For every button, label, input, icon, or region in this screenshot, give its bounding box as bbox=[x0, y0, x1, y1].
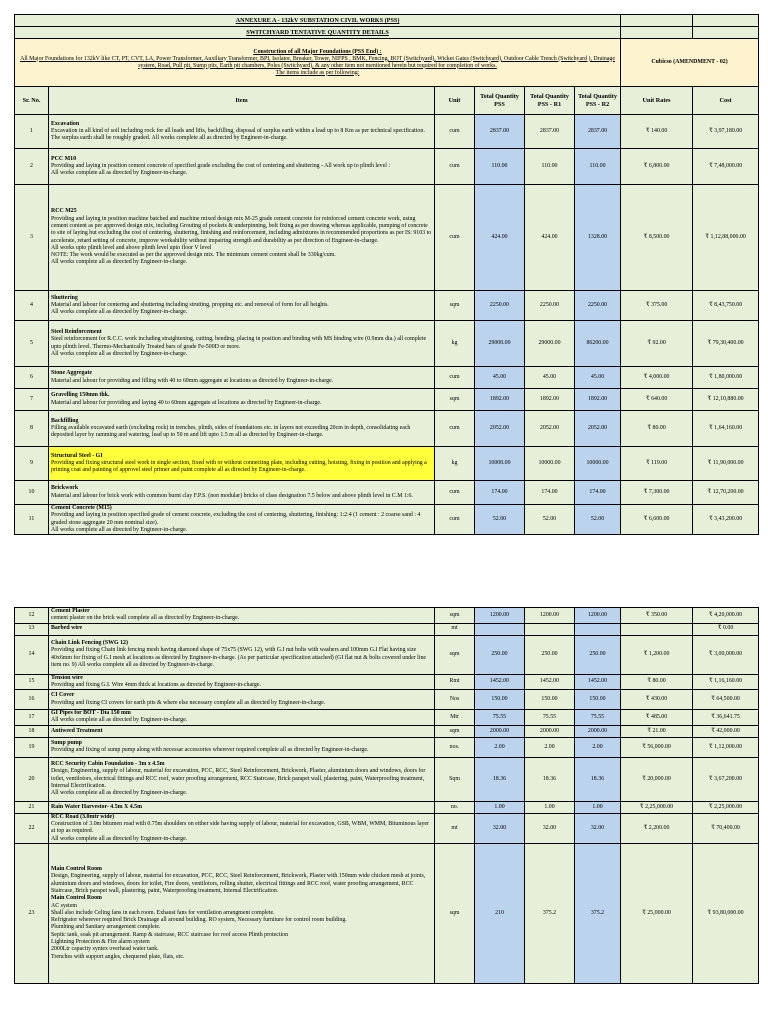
qty-pss: 32.00 bbox=[475, 813, 525, 843]
unit-rate: ₹ 92.00 bbox=[621, 321, 693, 367]
item-title: Antiweed Treatment bbox=[51, 727, 103, 734]
qty-pss: 1.00 bbox=[475, 801, 525, 813]
unit-cell: nos. bbox=[435, 737, 475, 757]
unit-cell: cum bbox=[435, 149, 475, 185]
scope-block bbox=[15, 39, 621, 87]
item-cell bbox=[49, 447, 435, 481]
item-description: Design, Engineering, supply of labour, material for excavation, PCC, RCC, Steel Reinforcement, Brickwork, Plaster with 150mm wide chicken mesh at joints, aluminium doors and windows, doors for toilet, Fire doors, ventilotors, rolling shutter, electrical fittings and RCC roof, water proofing arrangement, RCC Staircase, Brick parapet wall, plastering, paint, Waterproofing treatment, Internal Electrification. bbox=[51, 873, 426, 894]
item-title: Barbed wire bbox=[51, 625, 83, 632]
qty-pss-r2: 174.00 bbox=[575, 481, 621, 505]
unit-rate: ₹ 375.00 bbox=[621, 291, 693, 321]
qty-pss-r1: 52.00 bbox=[525, 505, 575, 535]
unit-cell: kg bbox=[435, 447, 475, 481]
cost-cell: ₹ 2,25,000.00 bbox=[693, 801, 759, 813]
qty-pss-r2: 2837.00 bbox=[575, 115, 621, 149]
unit-cell: no. bbox=[435, 801, 475, 813]
table-row bbox=[15, 115, 759, 149]
cost-cell: ₹ 1,12,000.00 bbox=[693, 737, 759, 757]
table-row bbox=[15, 725, 759, 737]
col-cost: Cost bbox=[693, 87, 759, 115]
table-row bbox=[15, 690, 759, 710]
qty-pss-r1: 1.00 bbox=[525, 801, 575, 813]
item-cell bbox=[49, 115, 435, 149]
sr-no: 3 bbox=[15, 185, 49, 291]
qty-pss-r2: 150.00 bbox=[575, 690, 621, 710]
qty-pss: 424.00 bbox=[475, 185, 525, 291]
sr-no: 13 bbox=[15, 623, 49, 635]
unit-cell: mt bbox=[435, 623, 475, 635]
item-description: Excavation in all kind of soil including rock for all leads and lifts, backfilling, disposal of surplus earth within a lead up to 8 Km as per technical specification. The surplus earth shall be roughly graded. All works complete all as directed by Engineer-in-charge. bbox=[51, 127, 425, 142]
item-description: Material and labour for providing and laying 40 to 60mm aggregate at locations as directed by Engineer-in-charge. bbox=[51, 399, 322, 406]
qty-pss: 210 bbox=[475, 843, 525, 983]
qty-pss-r2: 1892.00 bbox=[575, 389, 621, 411]
scope-text: All Major Foundations for 132kV like CT, PT, CVT, LA, Power Transformer, Auxiliary Transformer, BPI, Isolator, Breaker, Tower, NIFPS , BMK, Fencing, BOT (Switchyard), Wicket Gates (Switchyard), Outdoor Cable Trench (Switchyard ), Drainage system, Road, Pull pit, Sump pits, Earth pit chambers, Poles (Switchyard), & any other item not mentioned herein but required for completion of works. bbox=[20, 55, 615, 69]
qty-pss-r2: 18.36 bbox=[575, 757, 621, 801]
col-tq-r1: Total Quantity PSS - R1 bbox=[525, 87, 575, 115]
unit-cell: sqm bbox=[435, 291, 475, 321]
unit-cell: cum bbox=[435, 411, 475, 447]
qty-pss-r2 bbox=[575, 623, 621, 635]
sr-no: 20 bbox=[15, 757, 49, 801]
qty-pss-r1 bbox=[525, 623, 575, 635]
qty-pss: 2.00 bbox=[475, 737, 525, 757]
qty-pss: 2837.00 bbox=[475, 115, 525, 149]
cost-cell: ₹ 12,10,880.00 bbox=[693, 389, 759, 411]
table-row bbox=[15, 813, 759, 843]
item-title: Shuttering bbox=[51, 294, 78, 301]
construction-heading: Construction of all Major Foundations (PSS End) : bbox=[253, 48, 382, 55]
item-description: All works complete all as directed by Engineer-in-charge. bbox=[51, 717, 188, 724]
cost-cell: ₹ 12,70,200.00 bbox=[693, 481, 759, 505]
qty-pss: 18.36 bbox=[475, 757, 525, 801]
unit-rate: ₹ 6,800.00 bbox=[621, 149, 693, 185]
unit-rate bbox=[621, 623, 693, 635]
item-description: Design, Engineering, supply of labour, material for excavation, PCC, RCC, Steel Reinforcement, Brickwork, Plaster, aluminium doors and windows, doors for toilet, ventilotors, electrical fittings and RCC roof, water proofing arrangement, RCC Staircase, Brick parapet wall, plastering, paint, Waterproofing treatment, Internal Electrification. All works complete all as directed by Engineer-in-charge. bbox=[51, 768, 426, 797]
qty-pss: 2052.00 bbox=[475, 411, 525, 447]
table-row bbox=[15, 389, 759, 411]
item-title: Tension wire bbox=[51, 674, 83, 681]
item-cell bbox=[49, 411, 435, 447]
sr-no: 2 bbox=[15, 149, 49, 185]
item-title: Brickwork bbox=[51, 485, 79, 492]
item-title: Chain Link Fencing (SWG 12) bbox=[51, 640, 128, 646]
qty-pss: 52.00 bbox=[475, 505, 525, 535]
unit-rate: ₹ 80.00 bbox=[621, 411, 693, 447]
qty-pss-r2: 2250.00 bbox=[575, 291, 621, 321]
sr-no: 5 bbox=[15, 321, 49, 367]
col-rate: Unit Rates bbox=[621, 87, 693, 115]
cost-cell: ₹ 1,64,160.00 bbox=[693, 411, 759, 447]
item-cell bbox=[49, 291, 435, 321]
item-title: GI Pipes for BOT - Dia 150 mm bbox=[51, 710, 131, 717]
item-description: Material and labour for centering and shuttering including strutting, propping etc. and removal of form for all heights. All works complete all as directed by Engineer-in-charge. bbox=[51, 301, 329, 316]
item-title: RCC M25 bbox=[51, 208, 77, 215]
qty-pss-r2: 10000.00 bbox=[575, 447, 621, 481]
sr-no: 23 bbox=[15, 843, 49, 983]
table-row bbox=[15, 481, 759, 505]
qty-pss bbox=[475, 623, 525, 635]
item-cell bbox=[49, 321, 435, 367]
qty-pss-r1: 150.00 bbox=[525, 690, 575, 710]
item-title: Cement Plaster bbox=[51, 608, 90, 614]
item-description: Material and labour for providing and filling with 40 to 60mm aggregate at locations as directed by Engineer-in-charge. bbox=[51, 377, 334, 384]
qty-pss-r1: 29000.00 bbox=[525, 321, 575, 367]
table-row bbox=[15, 623, 759, 635]
sr-no: 16 bbox=[15, 690, 49, 710]
unit-rate: ₹ 430.00 bbox=[621, 690, 693, 710]
qty-pss: 174.00 bbox=[475, 481, 525, 505]
item-cell bbox=[49, 635, 435, 674]
qty-pss-r2: 1452.00 bbox=[575, 674, 621, 690]
table-row bbox=[15, 801, 759, 813]
table-row bbox=[15, 674, 759, 690]
qty-pss: 29000.00 bbox=[475, 321, 525, 367]
col-item: Item bbox=[49, 87, 435, 115]
unit-rate: ₹ 21.00 bbox=[621, 725, 693, 737]
unit-cell: cum bbox=[435, 505, 475, 535]
item-cell bbox=[49, 623, 435, 635]
qty-pss: 2250.00 bbox=[475, 291, 525, 321]
cost-cell: ₹ 8,43,750.00 bbox=[693, 291, 759, 321]
item-description: Construction of 3.0m bitumen road with 0.75m shoulders on either side having supply of labour, material for excavation, GSB, WBM, WMM, Bituminous layer at top as required. All works complete all as directed by Engineer-in-charge. bbox=[51, 821, 429, 842]
qty-pss-r2: 1.00 bbox=[575, 801, 621, 813]
unit-rate: ₹ 8,500.00 bbox=[621, 185, 693, 291]
item-cell bbox=[49, 185, 435, 291]
item-cell bbox=[49, 367, 435, 389]
unit-cell: cum bbox=[435, 367, 475, 389]
item-cell bbox=[49, 608, 435, 624]
cost-cell: ₹ 1,16,160.00 bbox=[693, 674, 759, 690]
item-description: Material and labour for brick work with common burnt clay F.P.S. (non modular) bricks of class designation 7.5 below and above plinth level in C.M 1:6. bbox=[51, 492, 413, 499]
item-subdescription: AC system Shall also include Celing fans in each room. Exhaust fans for ventilation arrangment complete. Refrigrator wherever required Brick Drainage all around building. RO system, Necessary furniture for control room building. Plumbing and Sanitary arrangement complete. Septic tank, soak pit arrangement. Ramp & staircase, RCC staircase for roof access Plinth protection Lightning Protection & Fire alarm system 2000Ltr capacity syntex overhead water tank. Trenches with support angles, chequered plate, flats, etc. bbox=[51, 902, 347, 960]
item-cell bbox=[49, 725, 435, 737]
item-description: Providing and laying in position specified grade of cement concrete, excluding the cost of centering, shuttering, finishing: 1:2:4 (1 cement : 2 coarse sand : 4 graded stone aggregate 20 mm nominal size). All works complete all as directed by Engineer-in-charge. bbox=[51, 512, 421, 533]
unit-cell: cum bbox=[435, 115, 475, 149]
qty-pss-r2: 250.00 bbox=[575, 635, 621, 674]
item-description: Steel reinforcement for R.C.C. work including straightening, cutting, bending, placing in position and binding with MS binding wire (0.9mm dia.) all complete upto plinth level. Thermo-Mechanically Treated bars of grade Fe-500D or more. All works complete all as directed by Engineer-in-charge. bbox=[51, 336, 427, 357]
item-description: Providing and fixing CI covers for earth pits & where else necessary complete all as directed by Engineer-in-charge. bbox=[51, 699, 326, 706]
unit-rate: ₹ 119.00 bbox=[621, 447, 693, 481]
unit-rate: ₹ 4,000.00 bbox=[621, 367, 693, 389]
item-description: Providing and laying in position machine batched and machine mixed design mix M-25 grade cement concrete for reinforced cement concrete work, using cement content as per approved design mix, including Grouting of pockets & underpinning, bolt fixing as per drawing whereas applicable, pumping of concrete to site of laying but excluding the cost of centering, shuttering, finishing and reinforcement, including admixtures in recommended proportions as per IS: 9103 to accelerate, retard setting of concrete, improve workability without impairing strength and durability as per direction of Engineer-in-charge. All works upto plinth level and above plinth level upto floor V level NOTE: The work would be executed as per the approved design mix. The minimum cement content shall be 330kg/cum. All works complete all as directed by Engineer-in-charge. bbox=[51, 215, 432, 266]
unit-rate: ₹ 485.00 bbox=[621, 710, 693, 726]
item-cell bbox=[49, 757, 435, 801]
item-title: Stone Aggregate bbox=[51, 370, 92, 377]
qty-pss-r2: 45.00 bbox=[575, 367, 621, 389]
cost-cell: ₹ 3,67,200.00 bbox=[693, 757, 759, 801]
qty-pss-r1: 45.00 bbox=[525, 367, 575, 389]
cost-cell: ₹ 3,43,200.00 bbox=[693, 505, 759, 535]
table-row bbox=[15, 737, 759, 757]
qty-pss-r2: 2052.00 bbox=[575, 411, 621, 447]
item-cell bbox=[49, 690, 435, 710]
qty-pss-r1: 1892.00 bbox=[525, 389, 575, 411]
qty-pss-r1: 2837.00 bbox=[525, 115, 575, 149]
qty-pss-r1: 174.00 bbox=[525, 481, 575, 505]
unit-rate: ₹ 56,000.00 bbox=[621, 737, 693, 757]
cost-cell: ₹ 4,20,000.00 bbox=[693, 608, 759, 624]
qty-pss-r1: 2052.00 bbox=[525, 411, 575, 447]
qty-pss-r1: 375.2 bbox=[525, 843, 575, 983]
unit-cell: Rmt bbox=[435, 674, 475, 690]
qty-pss: 150.00 bbox=[475, 690, 525, 710]
table-row bbox=[15, 757, 759, 801]
qty-pss-r1: 32.00 bbox=[525, 813, 575, 843]
qty-pss: 1200.00 bbox=[475, 608, 525, 624]
table-row bbox=[15, 635, 759, 674]
item-title: CI Cover bbox=[51, 692, 75, 699]
unit-cell: sqm bbox=[435, 635, 475, 674]
table-row bbox=[15, 321, 759, 367]
col-tq-r2: Total Quantity PSS - R2 bbox=[575, 87, 621, 115]
table-row bbox=[15, 149, 759, 185]
unit-rate: ₹ 6,600.00 bbox=[621, 505, 693, 535]
unit-rate: ₹ 350.00 bbox=[621, 608, 693, 624]
unit-cell: mt bbox=[435, 813, 475, 843]
cost-cell: ₹ 93,80,000.00 bbox=[693, 843, 759, 983]
qty-pss-r1: 424.00 bbox=[525, 185, 575, 291]
item-title: PCC M10 bbox=[51, 155, 77, 162]
cost-cell: ₹ 64,500.00 bbox=[693, 690, 759, 710]
table-row bbox=[15, 843, 759, 983]
sr-no: 17 bbox=[15, 710, 49, 726]
sr-no: 8 bbox=[15, 411, 49, 447]
unit-cell: kg bbox=[435, 321, 475, 367]
item-cell bbox=[49, 737, 435, 757]
cost-cell: ₹ 1,12,88,000.00 bbox=[693, 185, 759, 291]
unit-cell: sqm bbox=[435, 843, 475, 983]
sr-no: 6 bbox=[15, 367, 49, 389]
sr-no: 18 bbox=[15, 725, 49, 737]
qty-pss-r1: 18.36 bbox=[525, 757, 575, 801]
qty-pss: 1892.00 bbox=[475, 389, 525, 411]
qty-pss-r2: 2000.00 bbox=[575, 725, 621, 737]
sr-no: 19 bbox=[15, 737, 49, 757]
item-cell bbox=[49, 813, 435, 843]
qty-pss-r2: 375.2 bbox=[575, 843, 621, 983]
cost-cell: ₹ 0.00 bbox=[693, 623, 759, 635]
qty-pss: 2000.00 bbox=[475, 725, 525, 737]
table-row bbox=[15, 447, 759, 481]
item-title: RCC Road (3.0mtr wide) bbox=[51, 813, 115, 820]
sr-no: 15 bbox=[15, 674, 49, 690]
cost-cell: ₹ 36,641.75 bbox=[693, 710, 759, 726]
quantity-table-bottom bbox=[14, 607, 759, 984]
qty-pss: 45.00 bbox=[475, 367, 525, 389]
table-row bbox=[15, 291, 759, 321]
unit-rate: ₹ 80.00 bbox=[621, 674, 693, 690]
unit-cell: Sqm bbox=[435, 757, 475, 801]
item-title: Rain Water Harvestor- 4.5m X 4.5m bbox=[51, 803, 143, 810]
qty-pss-r2: 75.55 bbox=[575, 710, 621, 726]
qty-pss-r1: 1200.00 bbox=[525, 608, 575, 624]
item-cell bbox=[49, 149, 435, 185]
items-note: The items include as per following: bbox=[275, 69, 360, 76]
sr-no: 9 bbox=[15, 447, 49, 481]
table-row bbox=[15, 185, 759, 291]
qty-pss-r1: 75.55 bbox=[525, 710, 575, 726]
col-unit: Unit bbox=[435, 87, 475, 115]
qty-pss-r2: 32.00 bbox=[575, 813, 621, 843]
item-cell bbox=[49, 481, 435, 505]
unit-cell: sqm bbox=[435, 608, 475, 624]
item-cell bbox=[49, 801, 435, 813]
sr-no: 1 bbox=[15, 115, 49, 149]
sr-no: 14 bbox=[15, 635, 49, 674]
item-title: Excavation bbox=[51, 120, 80, 127]
qty-pss: 75.55 bbox=[475, 710, 525, 726]
qty-pss-r1: 2000.00 bbox=[525, 725, 575, 737]
sr-no: 4 bbox=[15, 291, 49, 321]
unit-rate: ₹ 7,300.00 bbox=[621, 481, 693, 505]
cost-cell: ₹ 11,90,000.00 bbox=[693, 447, 759, 481]
item-title: Main Control Room bbox=[51, 866, 102, 873]
item-cell bbox=[49, 505, 435, 535]
qty-pss-r2: 110.00 bbox=[575, 149, 621, 185]
item-title: RCC Security Cabin Foundation - 3m x 4.5m bbox=[51, 761, 165, 768]
unit-cell: cum bbox=[435, 185, 475, 291]
item-title: Structural Steel - GI bbox=[51, 452, 103, 459]
unit-rate: ₹ 25,000.00 bbox=[621, 843, 693, 983]
cost-cell: ₹ 1,80,000.00 bbox=[693, 367, 759, 389]
sr-no: 11 bbox=[15, 505, 49, 535]
cost-cell: ₹ 70,400.00 bbox=[693, 813, 759, 843]
sr-no: 7 bbox=[15, 389, 49, 411]
quantity-table-top bbox=[14, 14, 759, 535]
item-description: Filling available excavated earth (excluding rock) in trenches, plinth, sides of foundations etc. in layers not exceeding 20cm in depth, consolidating each deposited layer by ramming and watering, lead up to 50 m and lift upto 1.5 m all as directed by Engineer-in-charge. bbox=[51, 424, 411, 439]
qty-pss-r1: 2250.00 bbox=[525, 291, 575, 321]
sr-no: 21 bbox=[15, 801, 49, 813]
item-cell bbox=[49, 674, 435, 690]
unit-cell: cum bbox=[435, 481, 475, 505]
qty-pss-r2: 86200.00 bbox=[575, 321, 621, 367]
item-description: Providing and fixing of sump pump along with necessar accessories wherever required complete all as directed by Engineer-in-charge. bbox=[51, 747, 369, 754]
col-sr: Sr. No. bbox=[15, 87, 49, 115]
table-row bbox=[15, 710, 759, 726]
unit-cell: sqm bbox=[435, 389, 475, 411]
item-cell bbox=[49, 710, 435, 726]
sr-no: 12 bbox=[15, 608, 49, 624]
qty-pss: 10000.00 bbox=[475, 447, 525, 481]
item-title: Cement Concrete (M15) bbox=[51, 505, 112, 511]
item-title: Gravelling 150mm thk. bbox=[51, 392, 110, 399]
unit-cell: sqm bbox=[435, 725, 475, 737]
sr-no: 10 bbox=[15, 481, 49, 505]
unit-rate: ₹ 140.00 bbox=[621, 115, 693, 149]
qty-pss-r2: 2.00 bbox=[575, 737, 621, 757]
item-description: cement plaster on the brick wall complete all as directed by Engineer-in-charge. bbox=[51, 615, 240, 622]
table-row bbox=[15, 505, 759, 535]
unit-rate: ₹ 20,000.00 bbox=[621, 757, 693, 801]
qty-pss-r1: 1452.00 bbox=[525, 674, 575, 690]
table-row bbox=[15, 411, 759, 447]
cost-cell: ₹ 79,30,400.00 bbox=[693, 321, 759, 367]
item-description: Providing and fixing Chain link fencing mesh having diamond shape of 75x75 (SWG 12), with G.I nut bolts with washers and 100mm G.I Flat having size 40x6mm for fixing of G.I mesh at locations as directed by Engineer-in-charge. (As per particular specification attached) (GI flat nut & bolts covered under line item no. 9) All works complete all as directed by Engineer-in-charge. bbox=[51, 647, 427, 668]
item-title: Steel Reinforcement bbox=[51, 328, 102, 335]
qty-pss: 1452.00 bbox=[475, 674, 525, 690]
unit-rate: ₹ 2,25,000.00 bbox=[621, 801, 693, 813]
cost-cell: ₹ 7,48,000.00 bbox=[693, 149, 759, 185]
unit-cell: Mtr bbox=[435, 710, 475, 726]
qty-pss-r2: 1200.00 bbox=[575, 608, 621, 624]
col-tq-pss: Total Quantity PSS bbox=[475, 87, 525, 115]
item-cell bbox=[49, 843, 435, 983]
unit-rate: ₹ 640.00 bbox=[621, 389, 693, 411]
switchyard-title: SWITCHYARD TENTATIVE QUANTITY DETAILS bbox=[15, 27, 621, 39]
annexure-title: ANNEXURE A - 132kV SUBSTATION CIVIL WORKS (PSS) bbox=[15, 15, 621, 27]
table-row bbox=[15, 608, 759, 624]
item-title: Backfilling bbox=[51, 417, 79, 424]
item-title: Sump pump bbox=[51, 739, 82, 746]
item-subtitle: Main Control Room bbox=[51, 895, 102, 902]
unit-rate: ₹ 2,200.00 bbox=[621, 813, 693, 843]
qty-pss-r1: 110.00 bbox=[525, 149, 575, 185]
qty-pss: 250.00 bbox=[475, 635, 525, 674]
table-row bbox=[15, 367, 759, 389]
cost-cell: ₹ 3,97,180.00 bbox=[693, 115, 759, 149]
cost-cell: ₹ 3,00,000.00 bbox=[693, 635, 759, 674]
qty-pss: 110.00 bbox=[475, 149, 525, 185]
qty-pss-r1: 250.00 bbox=[525, 635, 575, 674]
qty-pss-r2: 52.00 bbox=[575, 505, 621, 535]
cost-cell: ₹ 42,000.00 bbox=[693, 725, 759, 737]
sr-no: 22 bbox=[15, 813, 49, 843]
item-cell bbox=[49, 389, 435, 411]
qty-pss-r1: 10000.00 bbox=[525, 447, 575, 481]
item-description: Providing and fixing structural steel work in single section, fixed with or without connecting plate, including cutting, hoisting, fixing in position and applying a priming coat and painting of approvel steel primer and paint complete all as directed by Engineer-in-charge. bbox=[51, 459, 427, 474]
unit-rate: ₹ 1,200.00 bbox=[621, 635, 693, 674]
item-description: Providing and laying in position cement concrete of specified grade excluding the cost of centering and shuttering - All work up to plinth level : All works complete all as directed by Engineer-in-charge. bbox=[51, 162, 390, 177]
qty-pss-r2: 1328.00 bbox=[575, 185, 621, 291]
item-description: Providing and fixing G.I. Wire 4mm thick at locations as directed by Engineer-in-charge. bbox=[51, 681, 261, 688]
unit-cell: Nos bbox=[435, 690, 475, 710]
cubical-label: Cubicso (AMENDMENT - 02) bbox=[621, 39, 759, 87]
qty-pss-r1: 2.00 bbox=[525, 737, 575, 757]
